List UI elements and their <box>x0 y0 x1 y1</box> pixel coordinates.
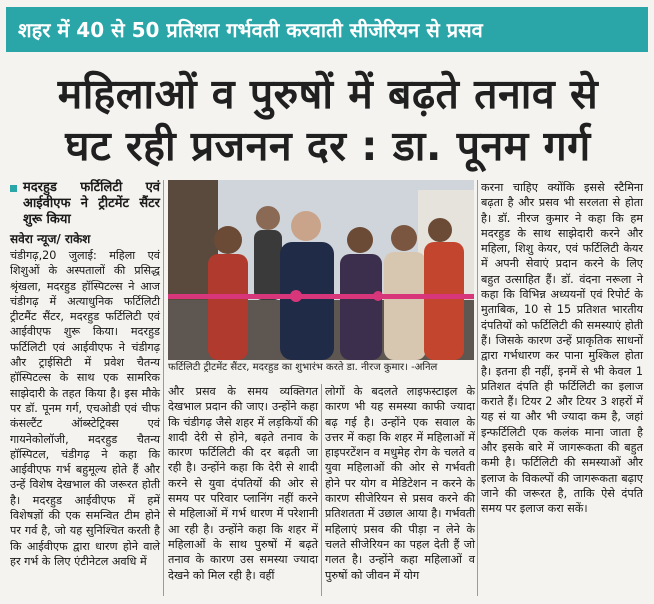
top-banner <box>6 7 648 52</box>
photo-caption: फर्टिलिटी ट्रीटमेंट सैंटर, मदरहुड का शुभारंभ करते डा. नीरज कुमार। -अनिल <box>168 362 438 373</box>
headline-line-2: घट रही प्रजनन दर : डा. पूनम गर्ग <box>65 122 591 170</box>
article-column-2 <box>168 384 318 583</box>
headline-line-1: महिलाओं व पुरुषों में बढ़ते तनाव से <box>57 70 599 118</box>
news-photo <box>168 180 474 360</box>
column-text: और प्रसव के समय व्यक्तिगत देखभाल प्रदान की जाए। उन्होंने कहा कि चंडीगढ़ जैसे शहर में लड़कियों की शादी देरी से होने, बढ़ते तनाव के कारण फर्टिलिटी की दर बढ़ती जा रही है। उन्होंने कहा कि देरी से शादी करने से युवा दंपतियों की ओर से समय पर परिवार प्लानिंग नहीं करने से महिलाओं में गर्भ धारण में परेशानी आ रही है। उन्होंने कहा कि शहर में महिलाओं के साथ पुरुषों में बढ़ते तनाव के कारण उस समस्या ज्यादा देखने को मिल रही है। वहीं <box>168 385 318 582</box>
subheadline-text: मदरहुड फर्टिलिटी एवं आईवीएफ ने ट्रीटमेंट सैंटर शुरू किया <box>23 180 160 227</box>
column-divider <box>477 180 478 596</box>
column-text: लोगों के बदलते लाइफस्टाइल के कारण भी यह समस्या काफी ज्यादा बढ़ गई है। उन्होंने एक सवाल के उत्तर में कहा कि शहर में महिलाओं में हाइपरटेंशन व मधुमेह रोग के चलते व युवा महिलाओं की ओर से गर्भवती होने पर योग व मेडिटेशन न करने के कारण सीजेरियन से प्रसव करने की प्रतिशतता में उछाल आया है। गर्भवती महिलाएं प्रसव की पीड़ा न लेने के चलते सीजेरियन का पहल देती हैं जो गलत है। उन्होंने कहा महिलाओं व पुरुषों को जीवन में योग <box>325 385 475 582</box>
byline: सवेरा न्यूज/ राकेश <box>10 232 91 246</box>
bullet-icon <box>10 185 17 192</box>
column-text: चंडीगढ़,20 जुलाई: महिला एवं शिशुओं के अस्पतालों की प्रसिद्ध श्रृंखला, मदरहुड हॉस्पिटल्स ने आज चंडीगढ़ में अत्याधुनिक फर्टिलिटी ट्रीटमैंट सैंटर, मदरहुड फर्टिलिटी एवं आईवीएफ शुरू किया। मदरहुड फर्टिलिटी एवं आईवीएफ ने चंडीगढ़ और ट्राईसिटी में प्रवेश चैतन्य हॉस्पिटल्स के साथ एक सामरिक साझेदारी के तहत किया है। इस मौके पर डॉ. पूनम गर्ग, एचओडी एवं चीफ कंसल्टैंट ऑब्स्टेट्रिक्स एवं गायनेकोलॉजी, मदरहुड चैतन्य हॉस्पिटल, चंडीगढ़ ने कहा कि आईवीएफ गर्भ बहुमूल्य होते हैं और उन्हें विशेष देखभाल की जरूरत होती है। मदरहुड आईवीएफ में हमें विशेषज्ञों की एक समन्वित टीम होने पर गर्व है, जो यह सुनिश्चित करती है कि आईवीएफ द्वारा धारण होने वाले हर गर्भ के लिए एंटीनेटल अवधि में <box>10 249 160 568</box>
banner-text: शहर में 40 से 50 प्रतिशत गर्भवती करवाती सीजेरियन से प्रसव <box>18 18 483 42</box>
subheadline <box>10 180 160 228</box>
column-divider <box>163 180 164 596</box>
article-column-1 <box>10 180 160 569</box>
ribbon-cutting-photo <box>168 180 474 360</box>
article-column-4 <box>481 180 643 517</box>
article-column-3 <box>325 384 475 583</box>
column-divider <box>321 384 322 596</box>
column-text: करना चाहिए क्योंकि इससे स्टैमिना बढ़ता है और प्रसव भी सरलता से होता है। डॉ. नीरज कुमार ने कहा कि हम मदरहुड के साथ साझेदारी करने और महिला, शिशु केयर, एवं फर्टिलिटी केयर में अपनी सेवाएं प्रदान करने के लिए बहुत उत्साहित हैं। डॉ. वंदना नरूला ने कहा कि विभिन्न अध्ययनों एवं रिपोर्ट के मुताबिक, 10 से 15 प्रतिशत भारतीय दंपतियों को फर्टिलिटी की समस्याएं होती हैं। जिसके कारण उन्हें प्राकृतिक साधनों द्वारा गर्भधारण कर पाना मुश्किल होता है। इतना ही नहीं, इनमें से भी केवल 1 प्रतिशत दंपति ही फर्टिलिटी का इलाज कराते हैं। टियर 2 और टियर 3 शहरों में यह सं या और भी ज्यादा कम है, जहां इन्फर्टिलिटी एक कलंक माना जाता है और इसके बारे में जागरूकता की बहुत कमी है। फर्टिलिटी की समस्याओं और इलाज के विकल्पों की जागरूकता बढ़ाए जाने की जरूरत है, ताकि ऐसे दंपति समय पर इलाज करा सकें। <box>481 181 643 516</box>
